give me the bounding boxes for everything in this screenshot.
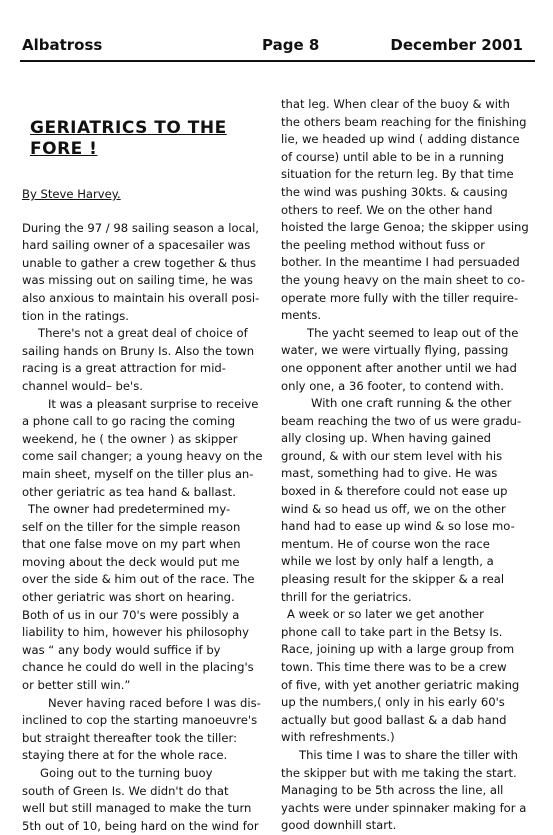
left-column-body <box>22 220 280 835</box>
text-line: racing is a great attraction for mid- <box>22 361 226 376</box>
text-line: water, we were virtually flying, passing <box>281 343 509 358</box>
text-line: hoisted the large Genoa; the skipper using <box>281 220 529 235</box>
text-line: lie, we headed up wind ( adding distance <box>281 132 520 147</box>
article-paragraph <box>281 606 539 747</box>
article-title-line: FORE ! <box>30 139 98 159</box>
text-line: thrill for the geriatrics. <box>281 589 412 604</box>
left-column <box>22 118 280 835</box>
text-line: one opponent after another until we had <box>281 360 517 375</box>
article-paragraph <box>281 96 539 325</box>
text-line: Race, joining up with a large group from <box>281 642 515 657</box>
text-line: other geriatric as tea hand & ballast. <box>22 484 236 499</box>
text-line: was “ any body would suffice if by <box>22 642 221 657</box>
text-line: the skipper but with me taking the start. <box>281 765 517 780</box>
text-line: the young heavy on the main sheet to co- <box>281 272 525 287</box>
text-line: but straight thereafter took the tiller: <box>22 730 237 745</box>
issue-date: December 2001 <box>390 36 523 54</box>
text-line: The yacht seemed to leap out of the <box>307 325 519 340</box>
text-line: During the 97 / 98 sailing season a local, <box>22 220 259 235</box>
publication-name: Albatross <box>22 36 103 54</box>
text-line: liability to him, however his philosophy <box>22 625 249 640</box>
text-line: also anxious to maintain his overall posi- <box>22 290 260 305</box>
text-line: town. This time there was to be a crew <box>281 660 507 674</box>
text-line: pleasing result for the skipper & a real <box>281 572 505 587</box>
text-line: good downhill start. <box>281 818 397 833</box>
text-line: ground, & with our stem level with his <box>281 448 503 463</box>
text-line: a phone call to go racing the coming <box>22 414 236 429</box>
article-title <box>30 118 280 160</box>
text-line: up the numbers,( only in his early 60's <box>281 695 505 710</box>
header-rule <box>20 60 535 62</box>
text-line: staying there at for the whole race. <box>22 748 228 763</box>
text-line: wind & so head us off, we on the other <box>281 501 506 516</box>
article-paragraph <box>22 396 280 502</box>
text-line: With one craft running & the other <box>311 396 512 411</box>
text-line: the others beam reaching for the finishing <box>281 114 527 129</box>
page-number: Page 8 <box>262 36 320 54</box>
text-line: boxed in & therefore could not ease up <box>281 484 508 499</box>
text-line: of five, with yet another geriatric making <box>281 677 520 692</box>
right-column <box>281 96 539 835</box>
text-line: with refreshments.) <box>281 730 395 745</box>
article-byline: By Steve Harvey. <box>22 187 121 201</box>
text-line: There's not a great deal of choice of <box>38 326 248 341</box>
text-line: well but still managed to make the turn <box>22 801 252 816</box>
text-line: inclined to cop the starting manoeuvre's <box>22 713 258 728</box>
article-paragraph <box>281 395 539 606</box>
text-line: only one, a 36 footer, to contend with. <box>281 378 504 393</box>
text-line: hard sailing owner of a spacesailer was <box>22 238 251 253</box>
text-line: operate more fully with the tiller require- <box>281 290 519 305</box>
text-line: ments. <box>281 308 322 323</box>
text-line: or better still win.” <box>22 678 131 693</box>
article-paragraph <box>22 695 280 765</box>
text-line: main sheet, myself on the tiller plus an- <box>22 466 254 481</box>
text-line: Both of us in our 70's were possibly a <box>22 607 240 622</box>
text-line: tion in the ratings. <box>22 308 129 323</box>
article-paragraph <box>22 765 280 835</box>
text-line: Going out to the turning buoy <box>40 766 213 780</box>
text-line: yachts were under spinnaker making for a <box>281 800 527 815</box>
text-line: channel would– be's. <box>22 378 143 393</box>
article-paragraph <box>281 747 539 835</box>
text-line: Never having raced before I was dis- <box>48 695 261 710</box>
text-line: over the side & him out of the race. The <box>22 572 255 587</box>
text-line: mentum. He of course won the race <box>281 536 490 551</box>
text-line: the wind was pushing 30kts. & causing <box>281 184 508 199</box>
text-line: ally closing up. When having gained <box>281 431 491 446</box>
text-line: This time I was to share the tiller with <box>299 747 518 762</box>
text-line: that leg. When clear of the buoy & with <box>281 97 510 111</box>
text-line: that one false move on my part when <box>22 537 241 552</box>
text-line: bother. In the meantime I had persuaded <box>281 255 520 270</box>
text-line: while we lost by only half a length, a <box>281 554 494 569</box>
article-paragraph <box>22 220 280 326</box>
text-line: Managing to be 5th across the line, all <box>281 783 504 798</box>
article-title-line: GERIATRICS TO THE <box>30 118 227 138</box>
text-line: moving about the deck would put me <box>22 554 240 569</box>
text-line: sailing hands on Bruny Is. Also the town <box>22 343 255 358</box>
text-line: was missing out on sailing time, he was <box>22 273 253 288</box>
text-line: others to reef. We on the other hand <box>281 202 493 217</box>
text-line: of course) until able to be in a running <box>281 149 504 164</box>
text-line: It was a pleasant surprise to receive <box>48 396 259 411</box>
text-line: the peeling method without fuss or <box>281 237 485 252</box>
text-line: mast, something had to give. He was <box>281 466 498 481</box>
article-paragraph <box>22 325 280 395</box>
text-line: The owner had predetermined my- <box>28 502 231 517</box>
text-line: 5th out of 10, being hard on the wind for <box>22 818 259 833</box>
text-line: self on the tiller for the simple reason <box>22 519 241 534</box>
text-line: beam reaching the two of us were gradu- <box>281 413 522 428</box>
text-line: actually but good ballast & a dab hand <box>281 712 507 727</box>
text-line: come sail changer; a young heavy on the <box>22 449 263 464</box>
text-line: south of Green Is. We didn't do that <box>22 783 229 798</box>
text-line: phone call to take part in the Betsy Is. <box>281 624 503 639</box>
page-header <box>22 36 531 58</box>
text-line: situation for the return leg. By that time <box>281 167 514 182</box>
right-column-body <box>281 96 539 835</box>
article-paragraph <box>22 501 280 695</box>
text-line: chance he could do well in the placing's <box>22 660 254 675</box>
text-line: other geriatric was short on hearing. <box>22 590 235 605</box>
text-line: A week or so later we get another <box>287 607 484 622</box>
text-line: weekend, he ( the owner ) as skipper <box>22 431 238 446</box>
text-line: unable to gather a crew together & thus <box>22 255 257 270</box>
article-paragraph <box>281 325 539 395</box>
text-line: hand had to ease up wind & so lose mo- <box>281 519 515 534</box>
